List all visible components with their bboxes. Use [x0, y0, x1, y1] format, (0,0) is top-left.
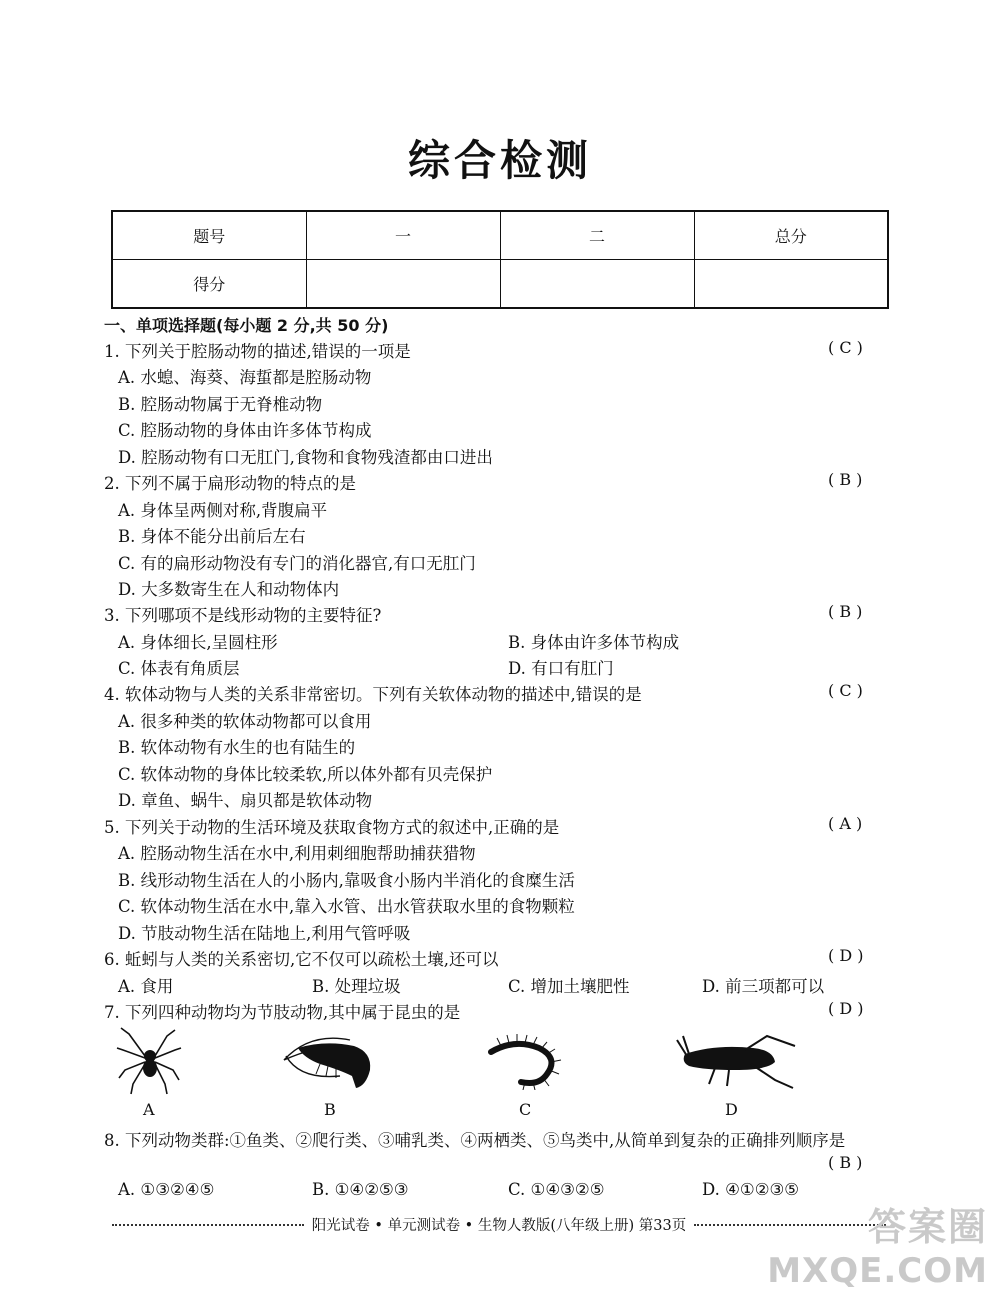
page-title: 综合检测	[407, 136, 592, 185]
option: C. 软体动物生活在水中,靠入水管、出水管获取水里的食物颗粒	[118, 897, 575, 916]
option: D. 大多数寄生在人和动物体内	[118, 580, 340, 599]
question-stem: 3. 下列哪项不是线形动物的主要特征?	[104, 606, 382, 625]
question-stem: 1. 下列关于腔肠动物的描述,错误的一项是	[104, 342, 411, 361]
question-stem: 4. 软体动物与人类的关系非常密切。下列有关软体动物的描述中,错误的是	[104, 685, 642, 704]
footer-divider	[112, 1224, 304, 1226]
answer-bracket: ( B )	[828, 602, 863, 621]
option: C. 增加土壤肥性	[508, 977, 630, 996]
question-stem: 7. 下列四种动物均为节肢动物,其中属于昆虫的是	[104, 1003, 461, 1022]
answer-bracket: ( A )	[828, 814, 863, 833]
score-cell	[500, 260, 694, 309]
option: D. 有口有肛门	[508, 659, 614, 678]
question-stem: 6. 蚯蚓与人类的关系密切,它不仅可以疏松土壤,还可以	[104, 950, 499, 969]
answer-bracket: ( D )	[828, 946, 864, 965]
footer-text: 阳光试卷 • 单元测试卷 • 生物人教版(八年级上册) 第33页	[311, 1218, 687, 1234]
option: C. 有的扁形动物没有专门的消化器官,有口无肛门	[118, 554, 476, 573]
option: B. ①④②⑤③	[312, 1180, 409, 1199]
option: B. 处理垃圾	[312, 977, 401, 996]
option: C. 软体动物的身体比较柔软,所以体外都有贝壳保护	[118, 765, 493, 784]
answer-bracket: ( C )	[828, 338, 863, 357]
option: A. 身体细长,呈圆柱形	[118, 633, 278, 652]
score-table	[111, 210, 889, 309]
option: A. ①③②④⑤	[118, 1180, 215, 1199]
option: A. 水螅、海葵、海蜇都是腔肠动物	[118, 368, 372, 387]
shrimp-icon	[280, 1030, 380, 1092]
spider-icon	[115, 1026, 185, 1096]
watermark	[767, 1196, 988, 1291]
option: A. 很多种类的软体动物都可以食用	[118, 712, 372, 731]
option: A. 腔肠动物生活在水中,利用刺细胞帮助捕获猎物	[118, 844, 476, 863]
option: D. 章鱼、蜗牛、扇贝都是软体动物	[118, 791, 373, 810]
option: D. 前三项都可以	[702, 977, 825, 996]
score-cell	[306, 260, 500, 309]
answer-bracket: ( C )	[828, 681, 863, 700]
answer-bracket: ( B )	[828, 470, 863, 489]
figure-label: B	[324, 1100, 336, 1119]
option: D. 节肢动物生活在陆地上,利用气管呼吸	[118, 924, 411, 943]
score-row-label: 得分	[112, 260, 306, 309]
option: B. 腔肠动物属于无脊椎动物	[118, 395, 323, 414]
score-header-cell: 二	[500, 211, 694, 260]
option: D. ④①②③⑤	[702, 1180, 800, 1199]
option: C. 体表有角质层	[118, 659, 240, 678]
figure-label: D	[725, 1100, 738, 1119]
watermark-line2: MXQE.COM	[767, 1251, 988, 1291]
question-stem: 5. 下列关于动物的生活环境及获取食物方式的叙述中,正确的是	[104, 818, 560, 837]
centipede-icon	[485, 1034, 565, 1090]
score-header-cell: 题号	[112, 211, 306, 260]
question-stem: 2. 下列不属于扁形动物的特点的是	[104, 474, 356, 493]
option: D. 腔肠动物有口无肛门,食物和食物残渣都由口进出	[118, 448, 493, 467]
option: B. 身体由许多体节构成	[508, 633, 680, 652]
score-cell	[694, 260, 888, 309]
answer-bracket: ( B )	[828, 1153, 863, 1172]
option: A. 食用	[118, 977, 174, 996]
figure-label: C	[519, 1100, 532, 1119]
option: C. ①④③②⑤	[508, 1180, 605, 1199]
watermark-line1: 答案圈	[867, 1205, 988, 1249]
option: B. 软体动物有水生的也有陆生的	[118, 738, 356, 757]
grasshopper-icon	[675, 1030, 800, 1090]
question-stem: 8. 下列动物类群:①鱼类、②爬行类、③哺乳类、④两栖类、⑤鸟类中,从简单到复杂的正确排列顺序是	[104, 1131, 846, 1150]
section-heading: 一、单项选择题(每小题 2 分,共 50 分)	[104, 316, 389, 335]
option: C. 腔肠动物的身体由许多体节构成	[118, 421, 372, 440]
option: B. 线形动物生活在人的小肠内,靠吸食小肠内半消化的食糜生活	[118, 871, 575, 890]
option: B. 身体不能分出前后左右	[118, 527, 306, 546]
figure-label: A	[143, 1100, 155, 1119]
score-header-cell: 总分	[694, 211, 888, 260]
answer-bracket: ( D )	[828, 999, 864, 1018]
option: A. 身体呈两侧对称,背腹扁平	[118, 501, 328, 520]
score-header-cell: 一	[306, 211, 500, 260]
